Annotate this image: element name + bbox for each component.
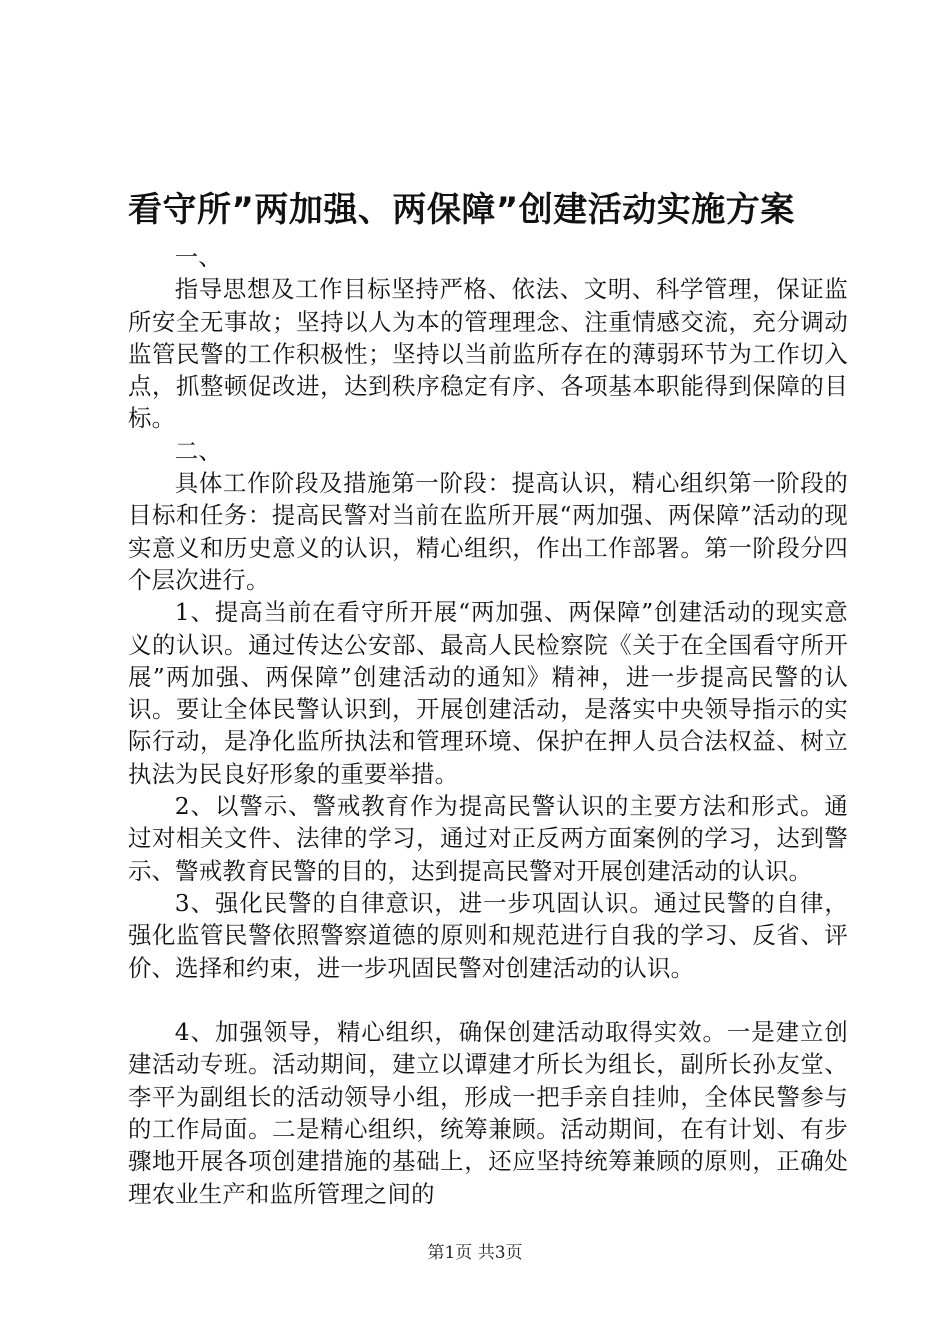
document-body xyxy=(128,241,848,1210)
paragraph-item-2: 2、以警示、警戒教育作为提高民警认识的主要方法和形式。通过对相关文件、法律的学习，通过对正反两方面案例的学习，达到警示、警戒教育民警的目的，达到提高民警对开展创建活动的认识。 xyxy=(128,792,848,885)
paragraph-work-stages: 具体工作阶段及措施第一阶段：提高认识，精心组织第一阶段的目标和任务：提高民警对当前在监所开展“两加强、两保障”活动的现实意义和历史意义的认识，精心组织，作出工作部署。第一阶段分四个层次进行。 xyxy=(128,469,848,594)
paragraph-item-1: 1、提高当前在看守所开展“两加强、两保障”创建活动的现实意义的认识。通过传达公安部、最高人民检察院《关于在全国看守所开展”两加强、两保障”创建活动的通知》精神，进一步提高民警的认识。要让全体民警认识到，开展创建活动，是落实中央领导指示的实际行动，是净化监所执法和管理环境、保护在押人员合法权益、树立执法为民良好形象的重要举措。 xyxy=(128,598,848,788)
section-heading-2: 二、 xyxy=(174,436,222,465)
paragraph-item-3: 3、强化民警的自律意识，进一步巩固认识。通过民警的自律，强化监管民警依照警察道德的原则和规范进行自我的学习、反省、评价、选择和约束，进一步巩固民警对创建活动的认识。 xyxy=(128,888,848,982)
document-title: 看守所”两加强、两保障”创建活动实施方案 xyxy=(128,190,795,230)
paragraph-item-4: 4、加强领导，精心组织，确保创建活动取得实效。一是建立创建活动专班。活动期间，建立以谭建才所长为组长，副所长孙友堂、李平为副组长的活动领导小组，形成一把手亲自挂帅，全体民警参与的工作局面。二是精心组织，统筹兼顾。活动期间，在有计划、有步骤地开展各项创建措施的基础上，还应坚持统筹兼顾的原则，正确处理农业生产和监所管理之间的 xyxy=(128,1018,848,1208)
paragraph-spacer xyxy=(128,984,848,1016)
paragraph-guiding-ideology: 指导思想及工作目标坚持严格、依法、文明、科学管理，保证监所安全无事故；坚持以人为本的管理理念、注重情感交流，充分调动监管民警的工作积极性；坚持以当前监所存在的薄弱环节为工作切入点，抓整顿促改进，达到秩序稳定有序、各项基本职能得到保障的目标。 xyxy=(128,275,848,433)
page-footer: 第1页 共3页 xyxy=(427,1243,523,1263)
section-heading-1: 一、 xyxy=(174,243,222,271)
